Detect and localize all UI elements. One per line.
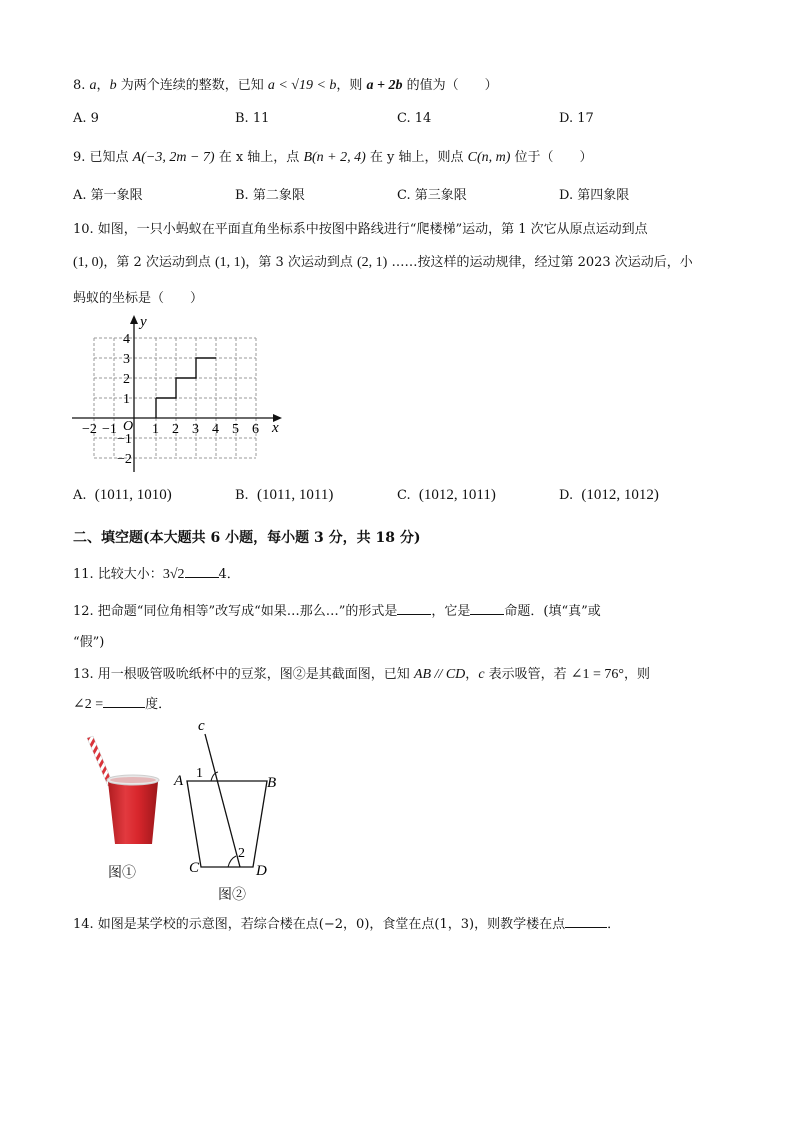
q9-option-d[interactable]: D. 第四象限 — [559, 188, 630, 203]
expression: a + 2b — [366, 78, 403, 93]
q8-option-c[interactable]: C. 14 — [397, 111, 432, 126]
question-11: 11. 比较大小：3√2 4． — [73, 567, 240, 582]
y-tick-1: 1 — [123, 392, 130, 407]
q10-option-d[interactable]: D. (1012, 1012) — [559, 487, 659, 503]
question-13: 13. 用一根吸管吸吮纸杯中的豆浆，图②是其截面图，已知 AB // CD，c 表示吸管，若 ∠1 = 76°，则 — [73, 667, 651, 682]
x-tick-2: 2 — [172, 422, 179, 437]
straw-line-c — [205, 734, 240, 867]
question-10-line-2: (1, 0)，第 2 次运动到点 (1, 1)，第 3 次运动到点 (2, 1) ……按这样的运动规律，经过第 2023 次运动后，小 — [73, 255, 693, 270]
x-tick-3: 3 — [192, 422, 199, 437]
q8-option-b[interactable]: B. 11 — [235, 111, 270, 126]
answer-blank-14[interactable] — [565, 915, 607, 928]
y-tick-2: 2 — [123, 372, 130, 387]
label-b: B — [267, 775, 277, 791]
x-tick-4: 4 — [212, 422, 219, 437]
q9-option-a[interactable]: A. 第一象限 — [73, 188, 143, 203]
q8-option-a[interactable]: A. 9 — [73, 111, 99, 126]
angle-2-arc — [228, 856, 236, 867]
question-8: 8. a，b 为两个连续的整数，已知 a < √19 < b，则 a + 2b 的值为（ ） — [73, 78, 498, 93]
cup-section — [187, 781, 267, 867]
q10-option-b[interactable]: B. (1011, 1011) — [235, 487, 334, 503]
figure-1-caption: 图① — [108, 865, 136, 881]
x-tick-neg1: −1 — [102, 422, 117, 437]
y-axis-label: y — [140, 314, 147, 330]
q10-option-a[interactable]: A. (1011, 1010) — [73, 487, 172, 503]
x-axis-label: x — [272, 420, 279, 436]
question-10-line-1: 10. 如图，一只小蚂蚁在平面直角坐标系中按图中路线进行“爬楼梯”运动，第 1 次它从原点运动到点 — [73, 222, 648, 237]
x-tick-neg2: −2 — [82, 422, 97, 437]
inequality: a < √19 < b — [267, 78, 337, 93]
question-9: 9. 已知点 A(−3, 2m − 7) 在 x 轴上，点 B(n + 2, 4) 在 y 轴上，则点 C(n, m) 位于（ ） — [73, 150, 593, 165]
question-12: 12. 把命题“同位角相等”改写成“如果…那么…”的形式是 ，它是 命题．(填“真”或 — [73, 604, 601, 619]
label-a: A — [174, 773, 184, 789]
staircase-graph — [70, 312, 288, 477]
y-tick-neg2: −2 — [117, 452, 132, 467]
question-13-line-2: ∠2 = 度． — [73, 697, 172, 712]
cup-body — [108, 782, 158, 844]
question-12-line-2: “假”) — [73, 635, 105, 650]
x-tick-5: 5 — [232, 422, 239, 437]
y-tick-3: 3 — [123, 352, 130, 367]
question-14: 14. 如图是某学校的示意图，若综合楼在点(−2，0)，食堂在点(1，3)，则教学楼在点 ． — [73, 917, 621, 932]
label-c-vertex: C — [189, 860, 200, 876]
question-10-line-3: 蚂蚁的坐标是（ ） — [73, 291, 204, 306]
y-tick-neg1: −1 — [117, 432, 132, 447]
label-d: D — [256, 863, 267, 879]
answer-blank-12b[interactable] — [470, 602, 504, 615]
q9-option-c[interactable]: C. 第三象限 — [397, 188, 467, 203]
red-cup-illustration — [82, 734, 162, 852]
section-2-heading: 二、填空题(本大题共 6 小题，每小题 3 分，共 18 分) — [73, 530, 421, 546]
label-c: c — [198, 718, 205, 734]
cross-section-diagram — [170, 714, 290, 884]
y-tick-4: 4 — [123, 332, 130, 347]
answer-blank-13[interactable] — [103, 695, 145, 708]
answer-blank-12a[interactable] — [397, 602, 431, 615]
q10-option-c[interactable]: C. (1012, 1011) — [397, 487, 496, 503]
q8-option-d[interactable]: D. 17 — [559, 111, 594, 126]
origin-label: O — [123, 419, 134, 434]
label-angle-2: 2 — [238, 846, 245, 861]
x-tick-1: 1 — [152, 422, 159, 437]
figure-2-caption: 图② — [218, 887, 246, 903]
q9-option-b[interactable]: B. 第二象限 — [235, 188, 305, 203]
y-axis-arrow — [130, 315, 138, 324]
answer-blank-11[interactable] — [185, 565, 219, 578]
label-angle-1: 1 — [196, 766, 203, 781]
x-tick-6: 6 — [252, 422, 259, 437]
